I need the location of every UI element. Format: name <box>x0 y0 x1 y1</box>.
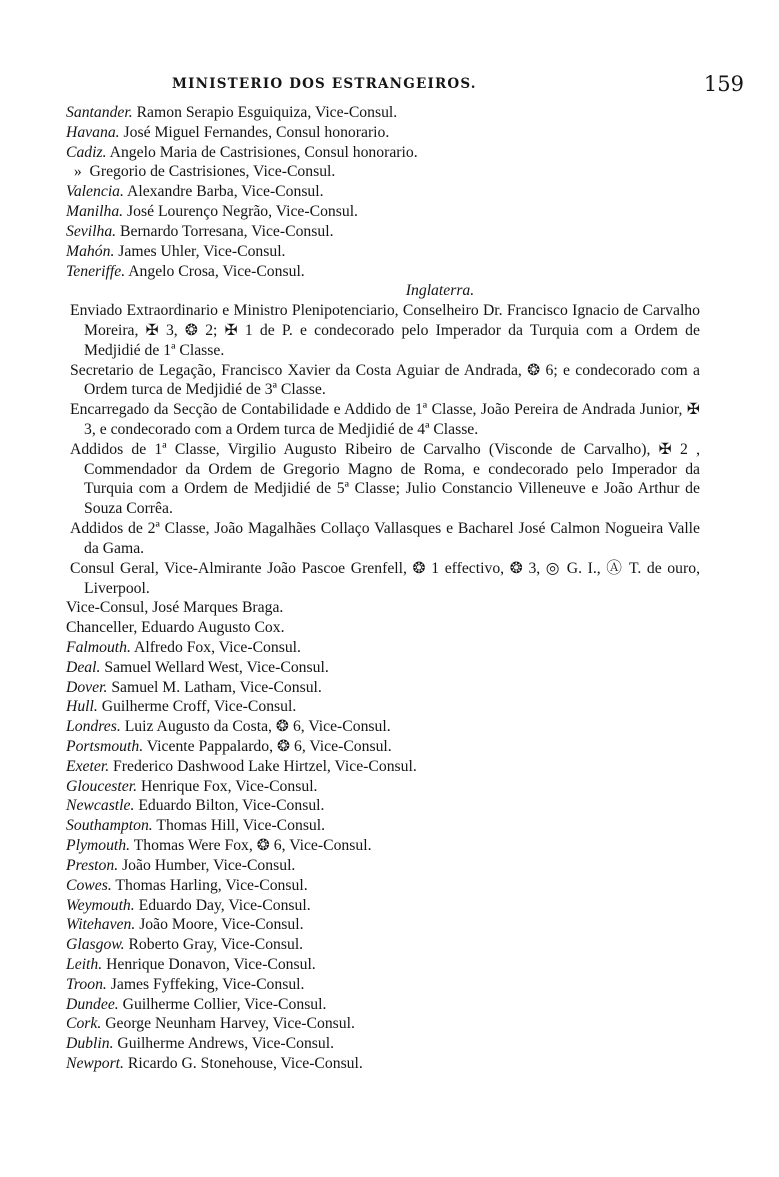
entry-text: Gregorio de Castrisiones, Vice-Consul. <box>89 163 336 181</box>
place-name: Dublin. <box>66 1035 114 1053</box>
list-item <box>60 222 700 242</box>
entry-text: Eduardo Bilton, Vice-Consul. <box>138 797 325 815</box>
entry-text: Guilherme Andrews, Vice-Consul. <box>117 1035 335 1053</box>
list-item <box>60 638 700 658</box>
entry-text: José Miguel Fernandes, Consul honorario. <box>123 123 390 141</box>
list-item <box>60 737 700 757</box>
list-item <box>60 816 700 836</box>
place-name: Witehaven. <box>66 916 136 934</box>
entry-text: Guilherme Croff, Vice-Consul. <box>101 698 297 716</box>
list-item <box>60 1034 700 1054</box>
place-name: Newport. <box>66 1055 124 1072</box>
place-name: Manilha. <box>66 203 124 221</box>
list-item <box>60 697 700 717</box>
entry-text: Ramon Serapio Esguiquiza, Vice-Consul. <box>136 104 398 121</box>
spain-entries <box>60 103 700 281</box>
list-item <box>60 717 700 737</box>
place-name: Deal. <box>66 658 101 676</box>
place-name: Leith. <box>66 955 103 973</box>
legation-paragraph: Addidos de 1ª Classe, Virgilio Augusto Ribeiro de Carvalho (Visconde de Carvalho), ✠ 2 , Commendador da Ordem de Gregorio Magno de Roma, e condecorado pelo Imperador da Turquia com a Ordem de Medjidié de 5ª Classe; Julio Constancio Villeneuve e João Arthur de Souza Corrêa. <box>70 440 700 518</box>
england-entries <box>60 638 700 1074</box>
place-name: Cork. <box>66 1015 102 1033</box>
list-item <box>60 1014 700 1034</box>
entry-text: José Lourenço Negrão, Vice-Consul. <box>127 203 358 221</box>
list-item <box>60 777 700 797</box>
entry-text: Guilherme Collier, Vice-Consul. <box>122 995 327 1013</box>
legation-paragraph: Encarregado da Secção de Contabilidade e Addido de 1ª Classe, João Pereira de Andrada Junior, ✠ 3, e condecorado com a Ordem turca de Medjidié de 4ª Classe. <box>70 401 700 438</box>
list-item <box>60 123 700 143</box>
list-item <box>60 856 700 876</box>
place-name: Valencia. <box>66 183 124 201</box>
legation-paragraph: Consul Geral, Vice-Almirante João Pascoe Grenfell, ❂ 1 effectivo, ❂ 3, ◎ G. I., Ⓐ T. de ouro, Liverpool. <box>70 559 700 597</box>
place-name: Hull. <box>66 698 98 716</box>
consular-staff <box>60 598 700 638</box>
place-name: Southampton. <box>66 817 153 835</box>
entry-text: Vicente Pappalardo, ❂ 6, Vice-Consul. <box>146 738 392 755</box>
entry-text: Angelo Crosa, Vice-Consul. <box>128 262 305 280</box>
list-item <box>60 915 700 935</box>
entry-text: João Humber, Vice-Consul. <box>122 856 296 874</box>
place-name: Gloucester. <box>66 777 138 795</box>
place-name: Glasgow. <box>66 936 125 954</box>
entry-text: Alexandre Barba, Vice-Consul. <box>127 183 324 201</box>
place-name: Weymouth. <box>66 896 135 914</box>
place-name: Dundee. <box>66 995 119 1013</box>
entry-text: Thomas Were Fox, ❂ 6, Vice-Consul. <box>133 837 372 855</box>
list-item <box>60 262 700 282</box>
list-item <box>60 955 700 975</box>
place-name: Cowes. <box>66 876 112 894</box>
country-heading: Inglaterra. <box>405 282 475 300</box>
entry-text: George Neunham Harvey, Vice-Consul. <box>105 1015 355 1033</box>
list-item <box>60 1054 700 1074</box>
entry-text: Samuel M. Latham, Vice-Consul. <box>111 678 322 696</box>
list-item <box>60 658 700 678</box>
list-item <box>60 995 700 1015</box>
place-name: Sevilha. <box>66 222 117 240</box>
place-name: Havana. <box>66 123 120 141</box>
page-header <box>60 74 758 100</box>
entry-text: Bernardo Torresana, Vice-Consul. <box>120 222 334 240</box>
list-item <box>60 678 700 698</box>
list-item <box>60 182 700 202</box>
place-name: Santander. <box>66 104 133 121</box>
entry-text: Ricardo G. Stonehouse, Vice-Consul. <box>127 1055 363 1072</box>
legation-paragraph: Addidos de 2ª Classe, João Magalhães Collaço Vallasques e Bacharel José Calmon Nogueira Valle da Gama. <box>70 520 700 557</box>
entry-text: Luiz Augusto da Costa, ❂ 6, Vice-Consul. <box>124 718 391 736</box>
list-item <box>60 836 700 856</box>
place-name: Newcastle. <box>66 797 135 815</box>
entry-text: Frederico Dashwood Lake Hirtzel, Vice-Consul. <box>113 757 417 775</box>
place-name: Troon. <box>66 975 107 993</box>
list-item <box>60 103 700 123</box>
entry-text: James Fyffeking, Vice-Consul. <box>110 975 305 993</box>
entry-text: Thomas Harling, Vice-Consul. <box>115 876 308 894</box>
entry-text: João Moore, Vice-Consul. <box>139 916 304 934</box>
page-body <box>60 103 700 1074</box>
entry-text: Samuel Wellard West, Vice-Consul. <box>104 658 329 676</box>
list-item <box>60 796 700 816</box>
list-item <box>60 876 700 896</box>
entry-text: Thomas Hill, Vice-Consul. <box>156 817 326 835</box>
list-item <box>60 143 700 163</box>
place-name: Falmouth. <box>66 638 131 656</box>
place-name: Mahón. <box>66 242 115 260</box>
place-name: Plymouth. <box>66 837 131 855</box>
running-title: MINISTERIO DOS ESTRANGEIROS. <box>172 76 477 92</box>
entry-text: Henrique Donavon, Vice-Consul. <box>106 955 316 973</box>
place-name: Londres. <box>66 718 121 736</box>
page-number: 159 <box>703 72 744 96</box>
entry-text: Alfredo Fox, Vice-Consul. <box>134 638 301 656</box>
list-item <box>60 896 700 916</box>
list-item <box>60 242 700 262</box>
legation-paragraph: Secretario de Legação, Francisco Xavier da Costa Aguiar de Andrada, ❂ 6; e condecorado com a Ordem turca de Medjidié de 3ª Classe. <box>70 361 700 399</box>
entry-text: Eduardo Day, Vice-Consul. <box>138 896 311 914</box>
ditto-mark: » <box>73 163 82 181</box>
place-name: Cadiz. <box>66 143 107 161</box>
list-item <box>60 935 700 955</box>
entry-text: Angelo Maria de Castrisiones, Consul honorario. <box>109 143 418 161</box>
place-name: Portsmouth. <box>66 738 144 755</box>
entry-text: Roberto Gray, Vice-Consul. <box>128 936 304 954</box>
place-name: Dover. <box>66 678 108 696</box>
legation-paragraph: Enviado Extraordinario e Ministro Plenipotenciario, Conselheiro Dr. Francisco Ignacio de Carvalho Moreira, ✠ 3, ❂ 2; ✠ 1 de P. e condecorado pelo Imperador da Turquia com a Ordem de Medjidié de 1ª Classe. <box>70 302 700 359</box>
entry-text: Henrique Fox, Vice-Consul. <box>140 777 318 795</box>
place-name: Teneriffe. <box>66 262 126 280</box>
place-name: Preston. <box>66 856 119 874</box>
place-name: Exeter. <box>66 757 110 775</box>
list-item <box>60 202 700 222</box>
list-item <box>60 162 700 182</box>
list-item <box>60 975 700 995</box>
entry-text: James Uhler, Vice-Consul. <box>118 242 286 260</box>
list-item: Chanceller, Eduardo Augusto Cox. <box>66 619 285 637</box>
list-item: Vice-Consul, José Marques Braga. <box>66 599 284 617</box>
list-item <box>60 757 700 777</box>
legation-section <box>60 301 700 598</box>
